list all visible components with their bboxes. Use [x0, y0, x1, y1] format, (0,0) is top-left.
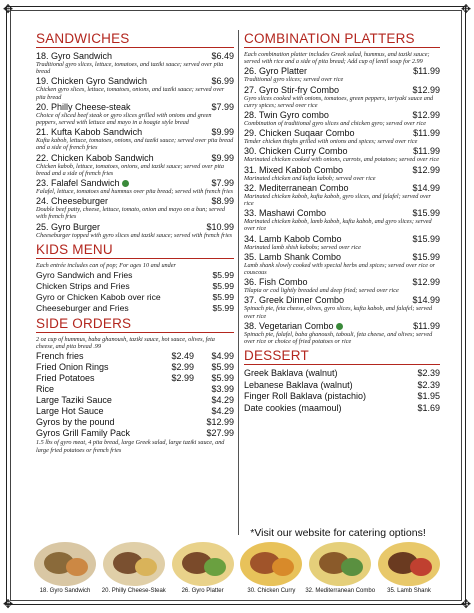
menu-item-price: $5.99	[212, 281, 234, 292]
menu-item-desc: Marinated chicken and kufta kabob; served over rice	[244, 174, 376, 182]
menu-item-name: French fries	[36, 351, 84, 362]
food-photo	[376, 542, 442, 597]
kids-note: Each entrée includes can of pop; For ages 10 and under	[36, 261, 176, 269]
menu-item-row	[244, 321, 440, 331]
menu-item-name: 26. Gyro Platter	[244, 66, 308, 77]
menu-item	[36, 281, 234, 291]
menu-item-price: $5.99	[212, 303, 234, 314]
food-photo-caption: 20. Philly Cheese-Steak	[101, 588, 166, 594]
menu-item-row	[244, 85, 440, 95]
menu-item	[244, 165, 440, 182]
menu-item-name: 38. Vegetarian Combo	[244, 321, 343, 331]
menu-item-row	[36, 76, 234, 86]
menu-item-desc: Double beef patty, cheese, lettuce, tomato, onion and mayo on a bun; served with french fries	[36, 206, 226, 221]
menu-item	[244, 128, 440, 145]
menu-item-price: $1.95	[417, 391, 440, 402]
photo-strip	[32, 542, 442, 597]
menu-item-name: 33. Mashawi Combo	[244, 208, 327, 219]
menu-item-price: $2.39	[417, 368, 440, 379]
menu-item	[244, 252, 440, 276]
menu-item-desc: Traditional gyro slices, lettuce, tomatoes, and taziki sauce; served over pita bread	[36, 61, 224, 76]
food-item-shape	[204, 558, 226, 576]
menu-item	[244, 110, 440, 127]
small-price: $2.49	[171, 351, 194, 362]
menu-item-price: $9.99	[211, 152, 234, 163]
menu-item	[36, 127, 234, 151]
small-price: $2.99	[171, 362, 194, 373]
menu-item	[244, 321, 440, 345]
menu-item-desc: Marinated chicken kabob, lamb kabob, kufta kabob, and gyro slices; served over rice	[244, 218, 432, 233]
menu-item-price: $12.99	[412, 277, 440, 288]
menu-item-prices	[154, 351, 234, 361]
menu-item	[36, 395, 234, 405]
sides-title: SIDE ORDERS	[36, 316, 132, 332]
menu-item-row	[36, 270, 234, 280]
menu-item	[36, 362, 234, 372]
menu-item-price: $6.49	[211, 51, 234, 61]
menu-item	[36, 406, 234, 416]
menu-item-name: 20. Philly Cheese-steak	[36, 101, 131, 112]
menu-item-price: $11.99	[413, 66, 440, 77]
large-price: $27.99	[206, 428, 234, 439]
menu-item-desc: Marinated chicken kabob, kufta kabob, gyro slices, and falafel; served over rice	[244, 192, 431, 208]
menu-item-name: Lebanese Baklava (walnut)	[244, 379, 353, 390]
menu-item-row	[36, 196, 234, 206]
food-photo-image	[378, 542, 440, 586]
small-price	[154, 428, 194, 438]
sides-note: 2 oz cup of hummus, baba ghanoush, taziki sauce, hot sauce, olives, feta cheese, and pita bread .99	[36, 336, 215, 351]
menu-item-row	[36, 351, 234, 361]
food-photo-image	[172, 542, 234, 586]
menu-item	[36, 51, 234, 75]
food-photo-caption: 30. Chicken Curry	[247, 588, 296, 594]
vegetarian-leaf-icon	[122, 180, 129, 187]
menu-item-row	[244, 368, 440, 379]
corner-ornament-icon: ✥	[460, 2, 471, 16]
menu-item-name: Gyros Grill Family Pack	[36, 428, 131, 439]
menu-item-row	[36, 102, 234, 112]
menu-item-name: 36. Fish Combo	[244, 277, 308, 288]
menu-item-price: $10.99	[206, 221, 234, 232]
menu-item-price: $7.99	[211, 178, 234, 189]
food-photo-caption: 32. Mediterranean Combo	[305, 588, 376, 594]
small-price	[154, 395, 194, 405]
menu-item-price: $15.99	[412, 251, 440, 262]
menu-item-row	[244, 146, 440, 156]
sandwich-list	[36, 51, 234, 239]
menu-item-row	[244, 66, 440, 76]
menu-item-row	[36, 303, 234, 313]
menu-item-name: Chicken Strips and Fries	[36, 281, 130, 292]
menu-item-name: Gyro or Chicken Kabob over rice	[36, 292, 161, 303]
menu-item	[36, 222, 234, 239]
menu-item-row	[244, 110, 440, 120]
menu-item-row	[244, 165, 440, 175]
menu-item-desc: Falafel, lettuce, tomatoes and hummus over pita bread; served with french fries	[36, 188, 233, 196]
menu-item-name: 19. Chicken Gyro Sandwich	[36, 76, 148, 87]
menu-item	[36, 153, 234, 177]
menu-item-price: $11.99	[413, 320, 440, 331]
menu-item-price: $1.69	[417, 402, 440, 413]
menu-item-row	[36, 127, 234, 137]
large-price: $4.29	[211, 395, 234, 406]
food-photo	[238, 542, 304, 597]
menu-item	[244, 208, 440, 232]
food-photo	[32, 542, 98, 597]
menu-item-prices	[154, 395, 234, 405]
menu-item-desc: Spinach pie, falafel, baba ghanoush, tabouli, feta cheese, and olives; served over rice or choice of fried potatoes or rice	[244, 330, 433, 346]
menu-item-desc: Marinated lamb shish kabobs; served over rice	[244, 243, 361, 251]
menu-item-row	[36, 292, 234, 302]
menu-item-row	[36, 417, 234, 427]
menu-item-desc: Chicken gyro slices, lettuce, tomatoes, onions, and taziki sauce; served over pita bread	[36, 86, 225, 101]
menu-item	[36, 178, 234, 195]
menu-item-name: 37. Greek Dinner Combo	[244, 295, 345, 306]
menu-item-price: $12.99	[412, 164, 440, 175]
kids-title: KIDS MENU	[36, 241, 113, 257]
large-price: $4.99	[211, 351, 234, 362]
menu-item	[244, 146, 440, 163]
menu-item-name: 29. Chicken Suqaar Combo	[244, 128, 355, 139]
kids-list	[36, 270, 234, 313]
combo-list	[244, 66, 440, 345]
section-title-dessert	[244, 348, 440, 365]
corner-ornament-icon: ✥	[460, 597, 471, 611]
menu-item-row	[36, 153, 234, 163]
corner-ornament-icon: ✥	[3, 597, 14, 611]
menu-item-row	[36, 384, 234, 394]
menu-item-row	[36, 373, 234, 383]
menu-item-row	[36, 281, 234, 291]
menu-item-desc: Choice of sliced beef steak or gyro slices grilled with onions and green peppers, served with lettuce and mayo in a hoagie style bread	[36, 111, 212, 127]
menu-item-price: $5.99	[212, 270, 234, 281]
menu-item	[244, 380, 440, 391]
menu-item-name: 34. Lamb Kabob Combo	[244, 233, 342, 244]
menu-item-name: 24. Cheeseburger	[36, 196, 109, 207]
menu-item	[36, 428, 234, 438]
corner-ornament-icon: ✥	[3, 2, 14, 16]
food-photo	[305, 542, 376, 597]
vegetarian-leaf-icon	[336, 323, 343, 330]
menu-item	[36, 417, 234, 427]
menu-item-name: 18. Gyro Sandwich	[36, 51, 113, 61]
menu-item-name: 23. Falafel Sandwich	[36, 178, 129, 188]
section-title-kids	[36, 242, 234, 259]
menu-item-desc: Tender chicken thighs grilled with onions and spices; served over rice	[244, 138, 418, 146]
menu-item-row	[244, 252, 440, 262]
menu-item-price: $8.99	[211, 196, 234, 207]
menu-item-row	[244, 380, 440, 391]
menu-item-desc: Lamb shank slowly cooked with special herbs and spices; served over rice or couscous	[244, 261, 436, 277]
dessert-list	[244, 368, 440, 413]
menu-item-prices	[154, 417, 234, 427]
menu-item-name: 35. Lamb Shank Combo	[244, 251, 342, 262]
menu-item-prices	[154, 428, 234, 438]
section-title-combos	[244, 31, 440, 48]
menu-item-price: $15.99	[412, 208, 440, 219]
menu-item-name: Cheeseburger and Fries	[36, 303, 129, 314]
combos-title: COMBINATION PLATTERS	[244, 31, 415, 46]
menu-item-row	[36, 51, 234, 61]
menu-item-row	[244, 403, 440, 414]
menu-item-desc: Gyro slices cooked with onions, tomatoes, green peppers, teriyaki sauce and curry spices; served over rice	[244, 94, 434, 109]
menu-item	[36, 292, 234, 302]
food-photo	[170, 542, 236, 597]
large-price: $5.99	[211, 373, 234, 384]
food-photo-caption: 18. Gyro Sandwich	[39, 588, 91, 594]
menu-item-name: Gyros by the pound	[36, 417, 115, 428]
menu-item-name: 27. Gyro Stir-fry Combo	[244, 84, 340, 95]
menu-item-price: $2.39	[417, 379, 440, 390]
large-price: $12.99	[206, 417, 234, 428]
food-photo-image	[34, 542, 96, 586]
menu-item-row	[36, 395, 234, 405]
menu-item	[36, 384, 234, 394]
menu-item-name: Rice	[36, 384, 55, 395]
menu-item-row	[244, 128, 440, 138]
menu-item-row	[244, 208, 440, 218]
menu-item-row	[244, 295, 440, 305]
food-item-shape	[272, 558, 294, 576]
menu-item-name: 28. Twin Gyro combo	[244, 110, 329, 121]
combos-note: Each combination platter includes Greek salad, hummus, and taziki sauce; served with rice and a side of pita bread; Add cup of lentil soup for 2.99	[244, 51, 430, 66]
menu-item-desc: Marinated chicken cooked with onions, carrots, and potatoes; served over rice	[244, 156, 439, 164]
menu-item-name: Fried Onion Rings	[36, 362, 109, 373]
menu-item-price: $9.99	[211, 127, 234, 138]
menu-item-name: Greek Baklava (walnut)	[244, 368, 338, 379]
sandwiches-title: SANDWICHES	[36, 31, 130, 46]
menu-item-prices	[154, 406, 234, 416]
menu-item-row	[36, 406, 234, 416]
menu-item-desc: Tilapia or cod lightly breaded and deep fried; served over rice	[244, 287, 399, 295]
menu-item-row	[36, 222, 234, 232]
menu-item-name: 31. Mixed Kabob Combo	[244, 164, 344, 175]
menu-item-row	[244, 234, 440, 244]
menu-item-price: $5.99	[212, 292, 234, 303]
menu-item	[36, 102, 234, 126]
food-photo-image	[309, 542, 371, 586]
menu-item-price: $14.99	[412, 295, 440, 306]
menu-item-desc: Chicken kabob, lettuce, tomatoes, onions, and taziki sauce; served over pita bread and a side of french fries	[36, 162, 224, 177]
column-divider	[238, 30, 239, 535]
menu-item-name: Finger Roll Baklava (pistachio)	[244, 391, 367, 402]
menu-item-name: Large Taziki Sauce	[36, 395, 112, 406]
menu-item-row	[244, 183, 440, 193]
menu-item	[36, 270, 234, 280]
menu-item-row	[244, 277, 440, 287]
menu-item	[244, 66, 440, 83]
section-title-sides	[36, 316, 234, 333]
menu-item-prices	[154, 373, 234, 383]
menu-item-desc: Combination of traditional gyro slices and chicken gyro; served over rice	[244, 120, 427, 128]
menu-item	[244, 85, 440, 109]
food-item-shape	[341, 558, 363, 576]
menu-item-name: Date cookies (maamoul)	[244, 402, 342, 413]
food-photo	[101, 542, 167, 597]
menu-item-desc: Traditional gyro slices; served over rice	[244, 76, 344, 84]
food-photo-image	[103, 542, 165, 586]
menu-item-name: Gyro Sandwich and Fries	[36, 270, 133, 281]
menu-item	[244, 368, 440, 379]
sides-list	[36, 351, 234, 438]
menu-item-price: $12.99	[412, 84, 440, 95]
menu-item	[244, 295, 440, 319]
menu-item	[244, 403, 440, 414]
menu-item-desc: Kufta kabob, lettuce, tomatoes, onions, and taziki sauce; served over pita bread and a side of french fries	[36, 137, 234, 152]
menu-item	[244, 234, 440, 251]
menu-item-name: 25. Gyro Burger	[36, 221, 101, 232]
menu-item-price: $11.99	[413, 128, 440, 139]
food-item-shape	[66, 558, 88, 576]
menu-item-price: $12.99	[412, 110, 440, 121]
small-price	[154, 406, 194, 416]
menu-item-desc: Cheeseburger topped with gyro slices and taziki sauce; served with french fries	[36, 231, 233, 239]
menu-item-name: 32. Mediterranean Combo	[244, 182, 349, 193]
menu-item	[36, 373, 234, 383]
menu-item	[36, 196, 234, 220]
menu-item-name: 22. Chicken Kabob Sandwich	[36, 152, 154, 163]
menu-item-name: 21. Kufta Kabob Sandwich	[36, 127, 143, 138]
menu-item-name: Large Hot Sauce	[36, 406, 104, 417]
left-column	[36, 28, 234, 454]
food-item-shape	[410, 558, 432, 576]
small-price	[154, 417, 194, 427]
menu-item-prices	[154, 362, 234, 372]
section-title-sandwiches	[36, 31, 234, 48]
menu-item-price: $7.99	[211, 101, 234, 112]
menu-item-price: $11.99	[413, 146, 440, 157]
large-price: $3.99	[211, 384, 234, 395]
menu-item	[36, 351, 234, 361]
food-photo-image	[240, 542, 302, 586]
menu-item-name: Fried Potatoes	[36, 373, 95, 384]
menu-item	[36, 303, 234, 313]
small-price: $2.99	[171, 373, 194, 384]
food-item-shape	[135, 558, 157, 576]
food-photo-caption: 26. Gyro Platter	[181, 588, 224, 594]
food-photo-caption: 35. Lamb Shank	[387, 588, 431, 594]
menu-item	[244, 391, 440, 402]
menu-item-price: $14.99	[412, 182, 440, 193]
menu-item-row	[36, 362, 234, 372]
large-price: $4.29	[211, 406, 234, 417]
menu-item-prices	[154, 384, 234, 394]
small-price	[154, 384, 194, 394]
menu-item	[36, 76, 234, 100]
menu-item-row	[36, 178, 234, 188]
menu-item-desc: Spinach pie, feta cheese, olives, gyro slices, kufta kabob, and falafel; served over rice	[244, 305, 433, 320]
right-column	[244, 28, 440, 414]
large-price: $5.99	[211, 362, 234, 373]
catering-note: *Visit our website for catering options!	[250, 527, 426, 539]
family-pack-desc: 1.5 lbs of gyro meat, 4 pita bread, large Greek salad, large taziki sauce, and large fried potatoes or french fries	[36, 439, 225, 454]
menu-item	[244, 183, 440, 207]
menu-item-row	[36, 428, 234, 438]
menu-item-name: 30. Chicken Curry Combo	[244, 146, 348, 157]
menu-item-row	[244, 391, 440, 402]
menu-item-price: $6.99	[211, 76, 234, 87]
dessert-title: DESSERT	[244, 348, 309, 364]
menu-item	[244, 277, 440, 294]
menu-item-price: $15.99	[412, 233, 440, 244]
